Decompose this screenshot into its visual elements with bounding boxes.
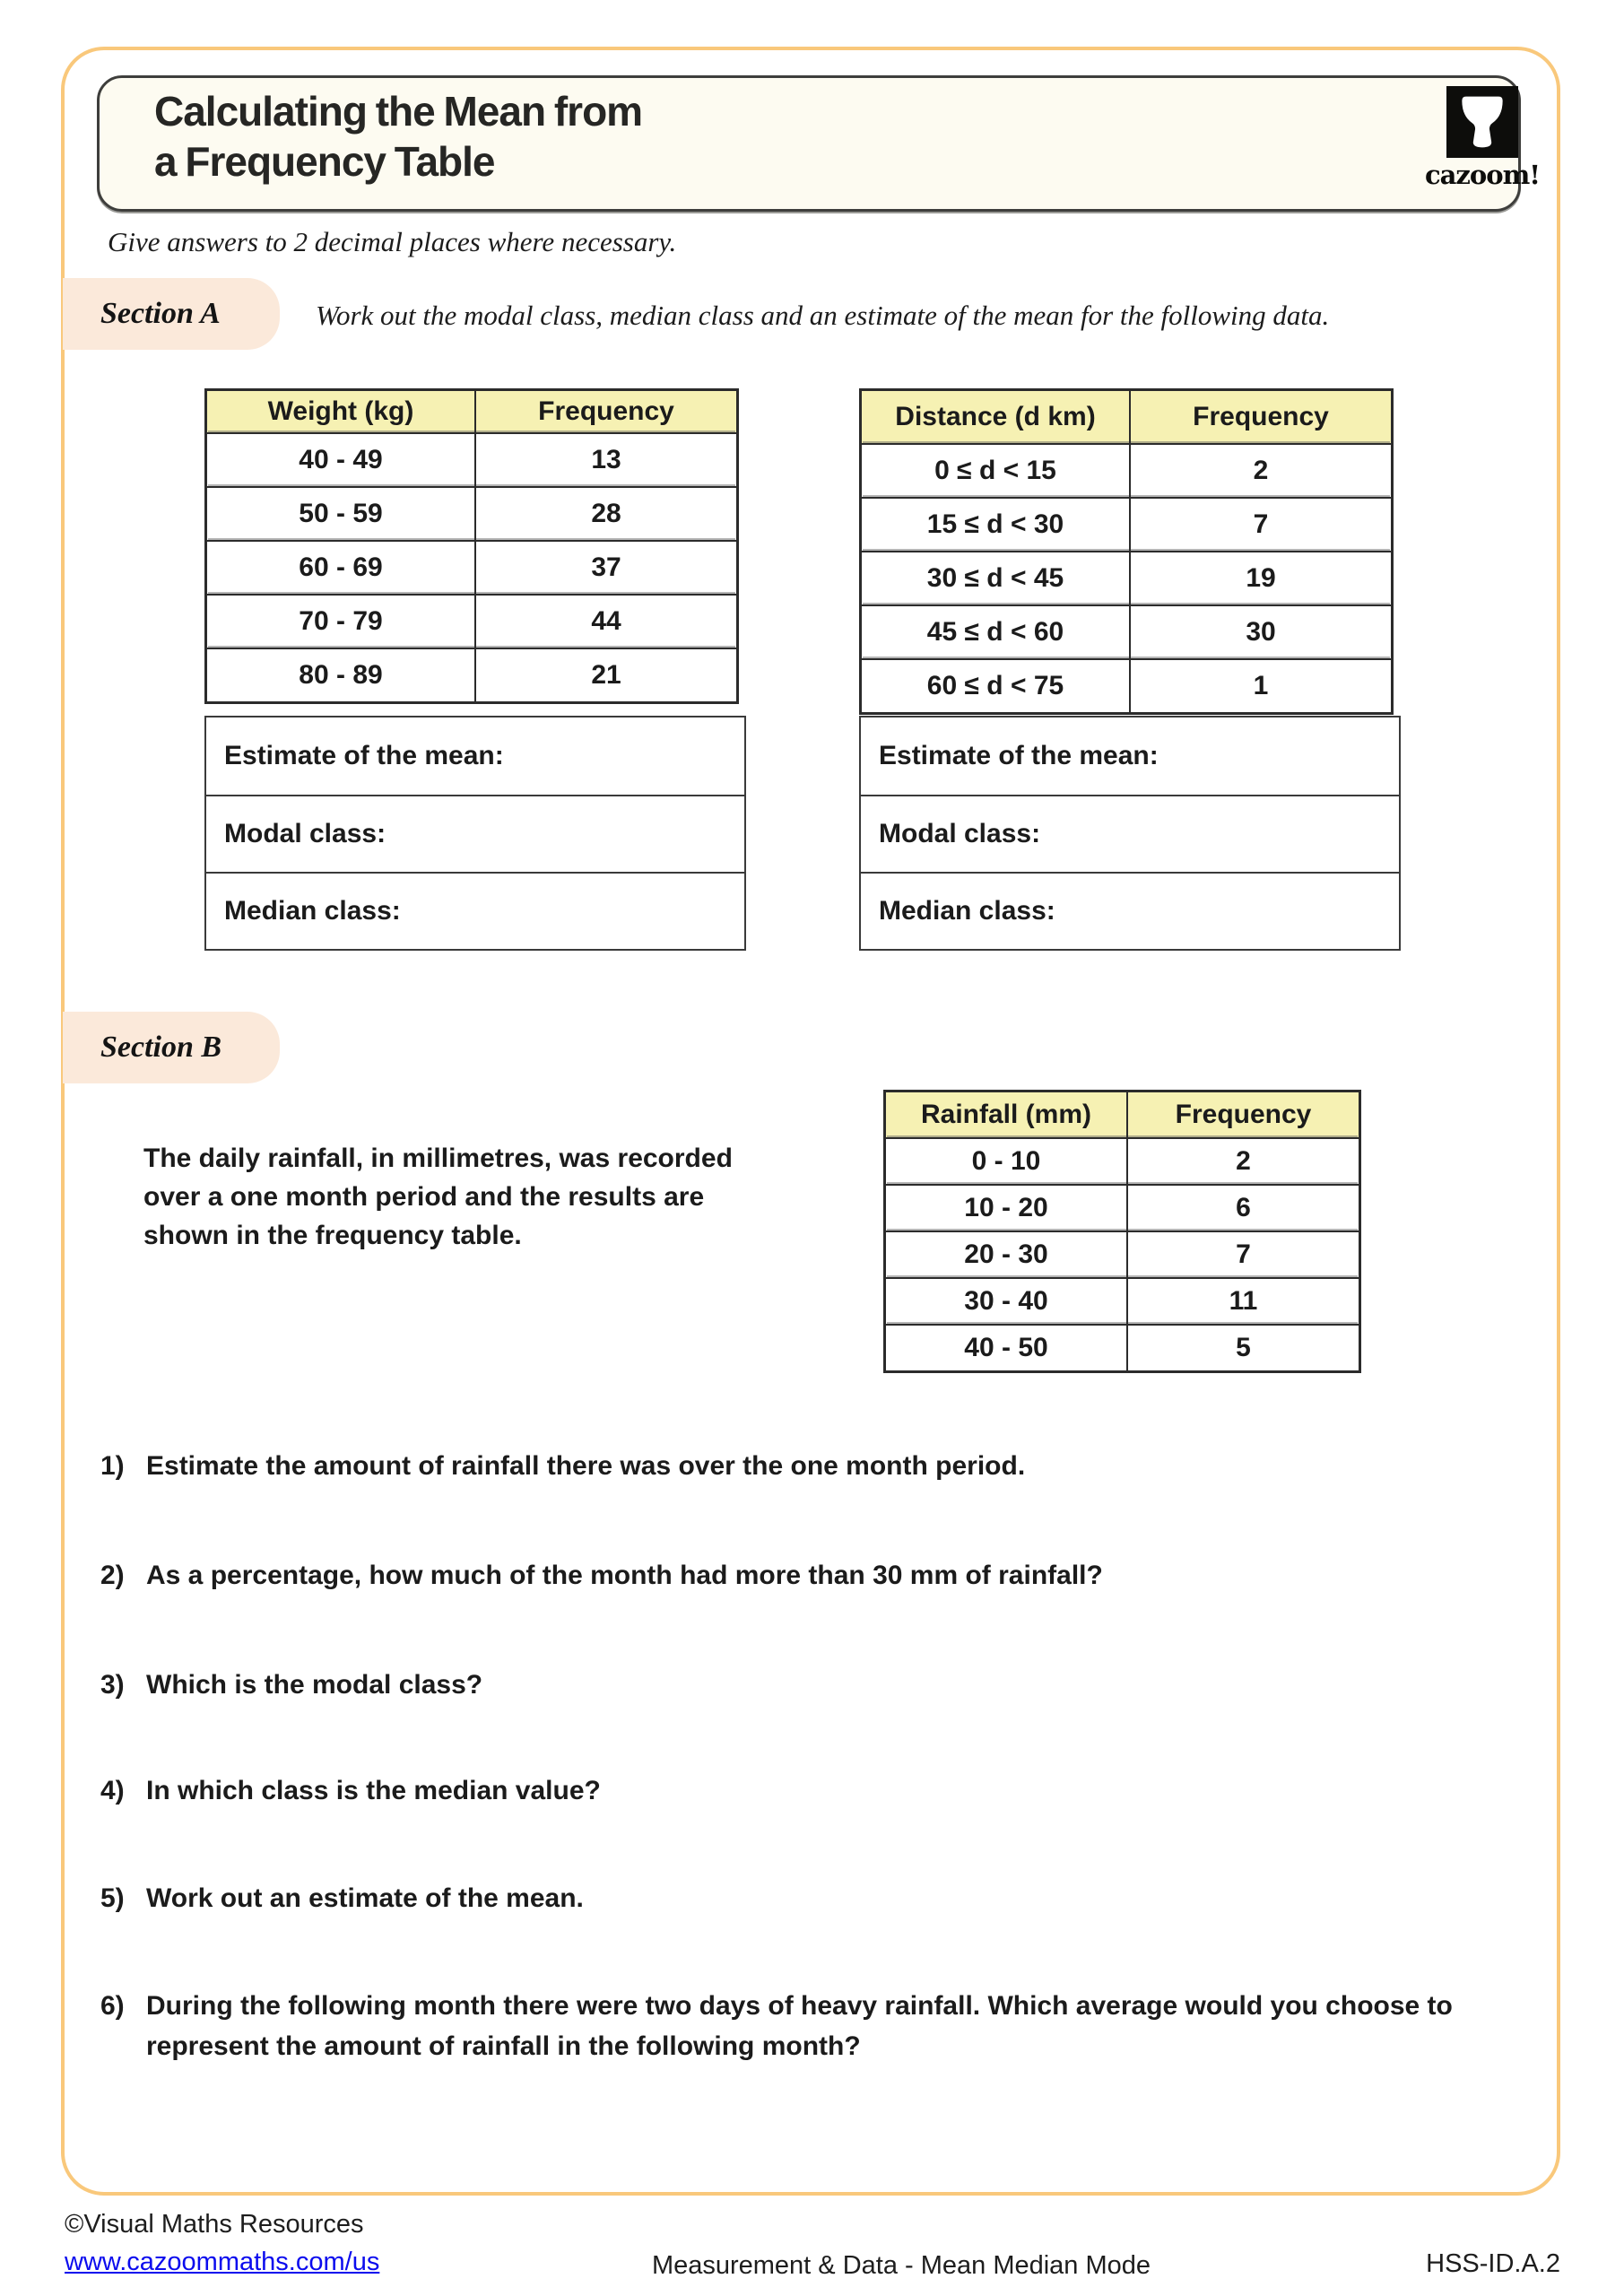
answer-row xyxy=(861,795,1399,872)
frequency-cell: 2 xyxy=(1126,1139,1359,1184)
title-line-2: a Frequency Table xyxy=(154,138,495,185)
class-interval-cell: 80 - 89 xyxy=(299,660,383,690)
frequency-cell: 37 xyxy=(474,542,736,594)
column-header: Frequency xyxy=(1129,391,1391,443)
table-row xyxy=(207,540,736,594)
column-header: Weight (kg) xyxy=(267,396,414,426)
frequency-cell: 7 xyxy=(1129,499,1391,551)
section-a-answer-box-left xyxy=(204,716,746,951)
table-header-row xyxy=(886,1092,1359,1137)
question-text: Estimate the amount of rainfall there was over the one month period. xyxy=(146,1451,1026,1481)
column-header: Frequency xyxy=(474,391,736,432)
frequency-cell: 21 xyxy=(474,649,736,701)
frequency-cell: 5 xyxy=(1126,1326,1359,1370)
column-header: Rainfall (mm) xyxy=(920,1100,1092,1129)
djembe-drum-icon xyxy=(1446,86,1518,158)
class-interval-cell: 50 - 59 xyxy=(299,499,383,528)
class-interval-cell: 15 ≤ d < 30 xyxy=(926,509,1064,539)
frequency-cell: 28 xyxy=(474,488,736,540)
frequency-cell: 30 xyxy=(1129,606,1391,658)
footer-standard-code: HSS-ID.A.2 xyxy=(1426,2249,1560,2278)
description-line: over a one month period and the results are xyxy=(143,1182,705,1212)
class-interval-cell: 60 ≤ d < 75 xyxy=(926,671,1064,700)
cazoom-logo-text: cazoom! xyxy=(1424,160,1541,190)
answer-row xyxy=(206,872,744,949)
section-a-instruction: Work out the modal class, median class and an estimate of the mean for the following data. xyxy=(316,300,1330,331)
table-row xyxy=(886,1231,1359,1277)
answer-row xyxy=(206,795,744,872)
class-interval-cell: 30 - 40 xyxy=(964,1286,1048,1316)
section-a-label: Section A xyxy=(100,297,221,330)
table-row xyxy=(862,604,1391,658)
question-3 xyxy=(100,1665,1517,1705)
class-interval-cell: 70 - 79 xyxy=(299,606,383,636)
modal-class-label: Modal class: xyxy=(224,819,386,848)
worksheet-title xyxy=(154,86,642,187)
question-6 xyxy=(100,1986,1517,2066)
distance-frequency-table xyxy=(859,388,1394,715)
question-text: Which is the modal class? xyxy=(146,1670,483,1700)
frequency-cell: 6 xyxy=(1126,1186,1359,1231)
frequency-cell: 1 xyxy=(1129,660,1391,712)
frequency-cell: 2 xyxy=(1129,445,1391,497)
table-row xyxy=(886,1137,1359,1184)
question-1 xyxy=(100,1446,1517,1486)
section-b-description xyxy=(143,1139,733,1255)
table-row xyxy=(862,443,1391,497)
section-a-answer-box-right xyxy=(859,716,1401,951)
frequency-cell: 11 xyxy=(1126,1279,1359,1324)
answer-row xyxy=(206,718,744,795)
section-b-label: Section B xyxy=(100,1031,222,1064)
table-row xyxy=(862,658,1391,712)
table-row xyxy=(886,1324,1359,1370)
class-interval-cell: 0 ≤ d < 15 xyxy=(934,456,1056,485)
footer-topic: Measurement & Data - Mean Median Mode xyxy=(651,2251,1151,2280)
class-interval-cell: 20 - 30 xyxy=(964,1239,1048,1269)
table-row xyxy=(886,1277,1359,1324)
table-row xyxy=(207,594,736,648)
class-interval-cell: 40 - 50 xyxy=(964,1333,1048,1362)
question-text: Work out an estimate of the mean. xyxy=(146,1883,584,1913)
table-header-row xyxy=(207,391,736,432)
question-number: 1) xyxy=(100,1451,125,1481)
title-line-1: Calculating the Mean from xyxy=(154,88,643,135)
table-row xyxy=(207,486,736,540)
frequency-cell: 13 xyxy=(474,434,736,486)
median-class-label: Median class: xyxy=(224,896,401,926)
question-number: 4) xyxy=(100,1776,125,1805)
table-header-row xyxy=(862,391,1391,443)
cazoom-logo xyxy=(1424,86,1541,190)
intro-note: Give answers to 2 decimal places where necessary. xyxy=(108,226,677,257)
frequency-cell: 7 xyxy=(1126,1232,1359,1277)
description-line: The daily rainfall, in millimetres, was recorded xyxy=(143,1144,733,1173)
class-interval-cell: 40 - 49 xyxy=(299,445,383,474)
question-2 xyxy=(100,1555,1517,1596)
class-interval-cell: 45 ≤ d < 60 xyxy=(926,617,1064,647)
column-header: Frequency xyxy=(1126,1092,1359,1137)
table-row xyxy=(886,1184,1359,1231)
section-a-tag xyxy=(63,278,280,350)
table-row xyxy=(207,432,736,486)
rainfall-frequency-table xyxy=(883,1090,1361,1373)
table-row xyxy=(207,648,736,701)
answer-row xyxy=(861,718,1399,795)
frequency-cell: 19 xyxy=(1129,552,1391,604)
table-row xyxy=(862,497,1391,551)
question-number: 2) xyxy=(100,1561,125,1590)
class-interval-cell: 30 ≤ d < 45 xyxy=(926,563,1064,593)
column-header: Distance (d km) xyxy=(895,402,1096,431)
estimate-mean-label: Estimate of the mean: xyxy=(224,741,504,770)
question-text: As a percentage, how much of the month had more than 30 mm of rainfall? xyxy=(146,1561,1103,1590)
question-number: 5) xyxy=(100,1883,125,1913)
modal-class-label: Modal class: xyxy=(879,819,1041,848)
median-class-label: Median class: xyxy=(879,896,1055,926)
footer-website-link[interactable]: www.cazoommaths.com/us xyxy=(65,2248,380,2276)
class-interval-cell: 60 - 69 xyxy=(299,552,383,582)
class-interval-cell: 10 - 20 xyxy=(964,1193,1048,1222)
question-number: 3) xyxy=(100,1670,125,1700)
weight-frequency-table xyxy=(204,388,739,704)
footer-copyright: ©Visual Maths Resources xyxy=(65,2210,364,2239)
answer-row xyxy=(861,872,1399,949)
question-number: 6) xyxy=(100,1991,125,2021)
question-text: During the following month there were two days of heavy rainfall. Which average would you choose to represent the amount of rainfall in the following month? xyxy=(146,1991,1453,2061)
frequency-cell: 44 xyxy=(474,596,736,648)
class-interval-cell: 0 - 10 xyxy=(971,1146,1041,1176)
question-4 xyxy=(100,1770,1517,1811)
question-text: In which class is the median value? xyxy=(146,1776,601,1805)
estimate-mean-label: Estimate of the mean: xyxy=(879,741,1159,770)
question-5 xyxy=(100,1878,1517,1918)
table-row xyxy=(862,551,1391,604)
description-line: shown in the frequency table. xyxy=(143,1221,522,1250)
section-b-tag xyxy=(63,1012,280,1083)
